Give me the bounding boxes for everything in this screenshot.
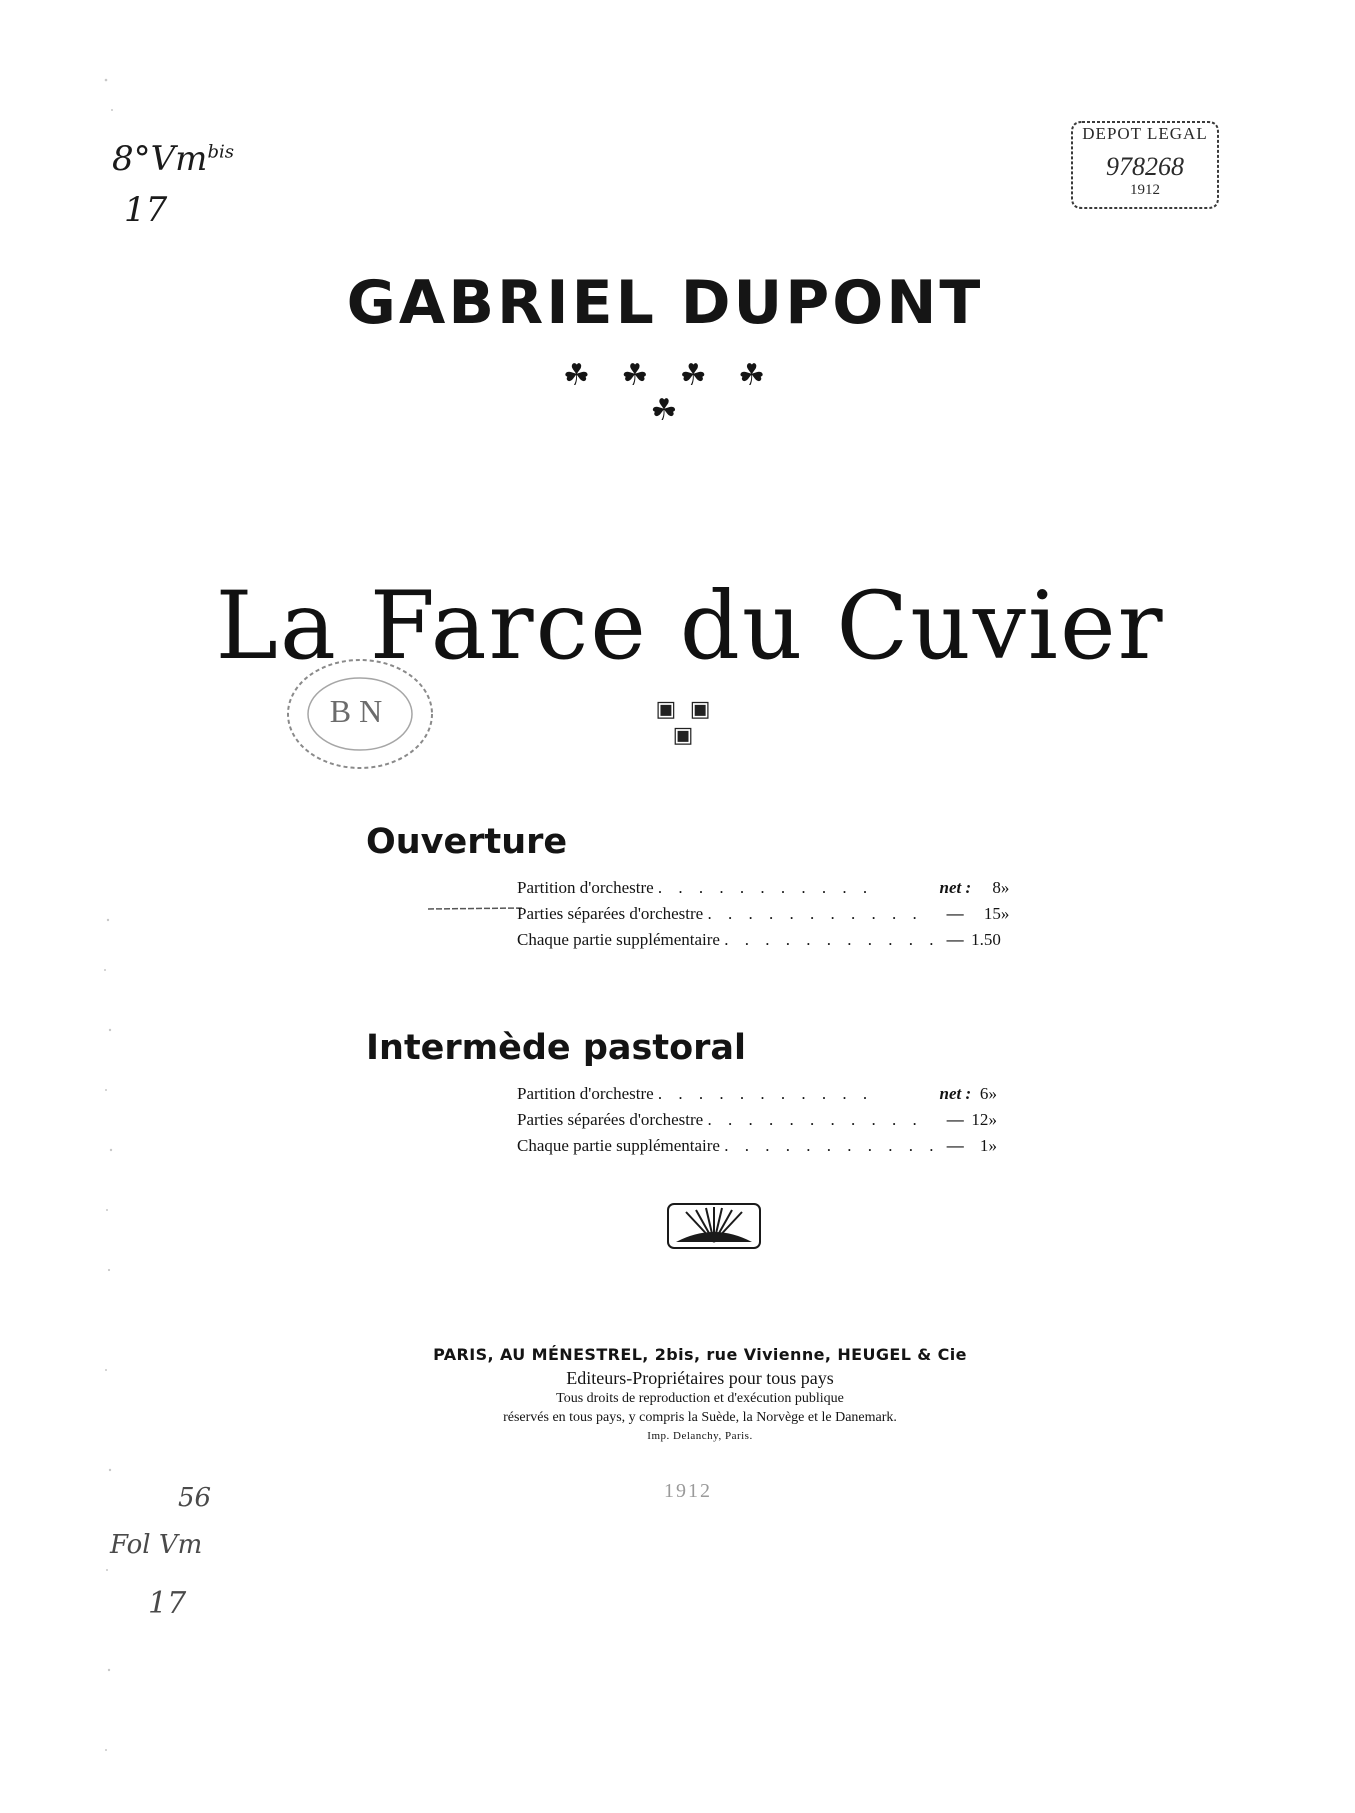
section-title-ouverture: Ouverture <box>366 822 568 862</box>
price-net: net : <box>939 1084 972 1103</box>
price-net: — <box>946 1110 964 1129</box>
price-value: 1 <box>979 1136 989 1155</box>
price-row <box>517 1110 997 1136</box>
price-row <box>517 1084 997 1110</box>
page-edge-speckles <box>100 70 120 1770</box>
price-row <box>517 930 1009 956</box>
price-item-label: Partition d'orchestre <box>517 1084 654 1103</box>
price-row <box>517 1136 997 1162</box>
price-value: 15 <box>983 904 1001 923</box>
price-unit: » <box>988 1084 997 1103</box>
handwritten-note-3: 17 <box>148 1586 187 1621</box>
section-title-intermede: Intermède pastoral <box>366 1028 747 1068</box>
price-unit: » <box>1000 878 1010 897</box>
shelfmark <box>112 139 234 179</box>
price-row <box>517 878 1009 904</box>
price-unit: » <box>988 1110 997 1129</box>
printer-name: Imp. Delanchy, Paris. <box>647 1430 753 1442</box>
dot-leader: . . . . . . . . . . . <box>724 930 940 949</box>
price-item-label: Chaque partie supplémentaire <box>517 930 720 949</box>
price-item-label: Partition d'orchestre <box>517 878 654 897</box>
price-item-label: Chaque partie supplémentaire <box>517 1136 720 1155</box>
shell-vignette-icon <box>666 1202 762 1250</box>
price-net: — <box>946 904 964 923</box>
stamp-number: 978268 <box>1106 152 1184 181</box>
price-value: 8 <box>992 878 1001 897</box>
publisher-rights-line2: réservés en tous pays, y compris la Suède, la Norvège et le Danemark. <box>503 1410 897 1425</box>
clover-ornament-icon: ☘ ☘ ☘ ☘ ☘ <box>562 359 778 427</box>
stamp-year: 1912 <box>1130 182 1160 198</box>
pencil-scribble-icon <box>428 906 523 911</box>
price-list-ouverture <box>517 878 1009 956</box>
price-unit: » <box>988 1136 997 1155</box>
stamp-label: DEPOT LEGAL <box>1082 124 1208 143</box>
handwritten-note-2: Fol Vm <box>110 1530 203 1560</box>
price-unit: » <box>1000 904 1010 923</box>
work-title: La Farce du Cuvier <box>215 572 1165 681</box>
publisher-rights-line1: Tous droits de reproduction et d'exécution publique <box>556 1391 844 1406</box>
price-row <box>517 904 1009 930</box>
dot-leader: . . . . . . . . . . . <box>657 1084 874 1103</box>
price-unit <box>1001 930 1010 956</box>
price-item-label: Parties séparées d'orchestre <box>517 1110 704 1129</box>
shelfmark-main: 8°Vm <box>112 139 208 179</box>
shelfmark-superscript: bis <box>207 141 234 163</box>
composer-name: GABRIEL DUPONT <box>346 268 984 338</box>
library-stamp-text: BN <box>329 693 391 729</box>
publisher-address: PARIS, AU MÉNESTREL, 2bis, rue Vivienne, HEUGEL & Cie <box>433 1345 967 1364</box>
publisher-rights-owner: Editeurs-Propriétaires pour tous pays <box>566 1368 834 1388</box>
price-item-label: Parties séparées d'orchestre <box>517 904 704 923</box>
price-net: net : <box>939 878 972 897</box>
legal-deposit-stamp <box>1068 118 1222 212</box>
price-value: 6 <box>979 1084 989 1103</box>
price-list-intermede <box>517 1084 997 1162</box>
price-net: — <box>946 930 964 949</box>
dot-leader: . . . . . . . . . . . <box>707 1110 923 1129</box>
price-net: — <box>946 1136 964 1155</box>
dot-leader: . . . . . . . . . . . <box>707 904 923 923</box>
handwritten-note-1: 56 <box>178 1483 212 1513</box>
dot-leader: . . . . . . . . . . . <box>724 1136 940 1155</box>
price-value: 12 <box>971 1110 989 1129</box>
dot-leader: . . . . . . . . . . . <box>657 878 874 897</box>
small-ornament-icon: ▣ ▣ ▣ <box>655 696 715 747</box>
shelfmark-number: 17 <box>124 190 168 230</box>
plate-number: 1912 <box>664 1480 712 1502</box>
price-value: 1.50 <box>971 930 1001 949</box>
